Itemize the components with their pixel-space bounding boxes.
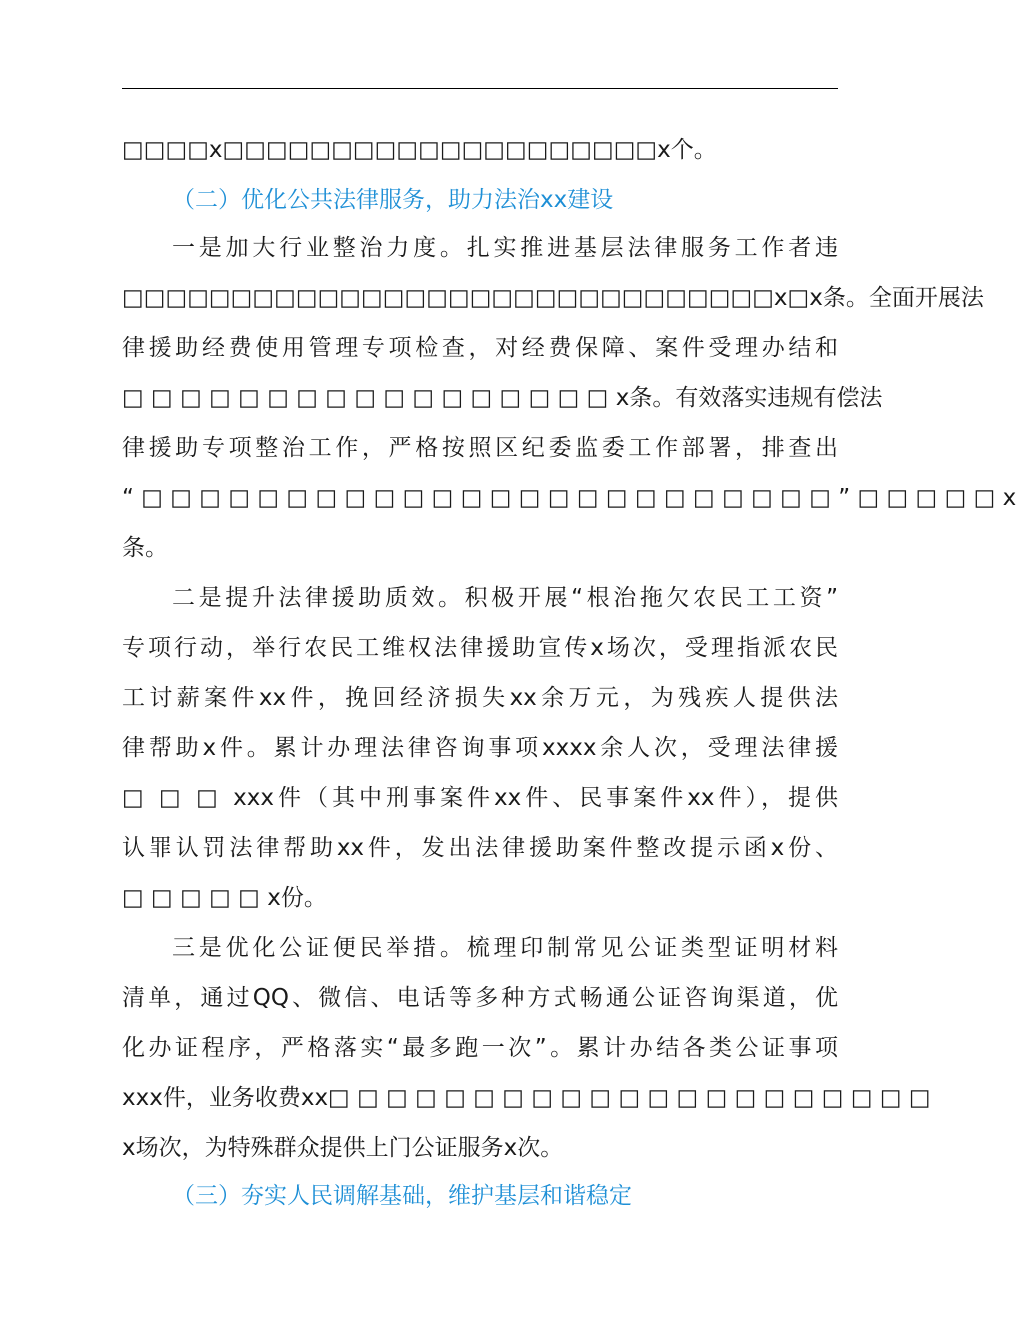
section-heading: （三）夯实人民调解基础，维护基层和谐稳定 [172,1183,632,1209]
body-line: □ □ □ □ □ x份。 [122,885,327,911]
body-line: 律援助专项整治工作，严格按照区纪委监委工作部署，排查出 [122,435,838,461]
body-line: 专项行动，举行农民工维权法律援助宣传x场次，受理指派农民 [122,635,838,661]
body-line: □□□□x□□□□□□□□□□□□□□□□□□□□x个。 [122,137,717,163]
header-rule [122,88,838,89]
body-line: 条。 [122,535,168,561]
body-line: 二是提升法律援助质效。积极开展“根治拖欠农民工工资” [172,585,838,611]
body-line: 一是加大行业整治力度。扎实推进基层法律服务工作者违 [172,235,838,261]
body-line: 律帮助x件。累计办理法律咨询事项xxxx余人次，受理法律援 [122,735,838,761]
body-line: xxx件，业务收费xx□ □ □ □ □ □ □ □ □ □ □ □ □ □ □ □ □ □ □ □ □ [122,1085,931,1111]
body-line: 工讨薪案件xx件，挽回经济损失xx余万元，为残疾人提供法 [122,685,838,711]
body-line: 清单，通过QQ、微信、电话等多种方式畅通公证咨询渠道，优 [122,985,838,1011]
body-line: □□□□□□□□□□□□□□□□□□□□□□□□□□□□□□x□x条。全面开展法 [122,285,984,311]
body-line: □ □ □ □ □ □ □ □ □ □ □ □ □ □ □ □ □ x条。有效落实违规有偿法 [122,385,883,411]
body-line: x场次，为特殊群众提供上门公证服务x次。 [122,1135,564,1161]
body-line: 化办证程序，严格落实“最多跑一次”。累计办结各类公证事项 [122,1035,838,1061]
body-line: 三是优化公证便民举措。梳理印制常见公证类型证明材料 [172,935,838,961]
body-line: 律援助经费使用管理专项检查，对经费保障、案件受理办结和 [122,335,838,361]
body-line: □ □ □ xxx件（其中刑事案件xx件、民事案件xx件），提供 [122,785,838,811]
body-line: “ □ □ □ □ □ □ □ □ □ □ □ □ □ □ □ □ □ □ □ □ □ □ □ □ ” □ □ □ □ □ x [122,485,1016,511]
section-heading: （二）优化公共法律服务，助力法治xx建设 [172,187,614,213]
body-line: 认罪认罚法律帮助xx件，发出法律援助案件整改提示函x份、 [122,835,838,861]
